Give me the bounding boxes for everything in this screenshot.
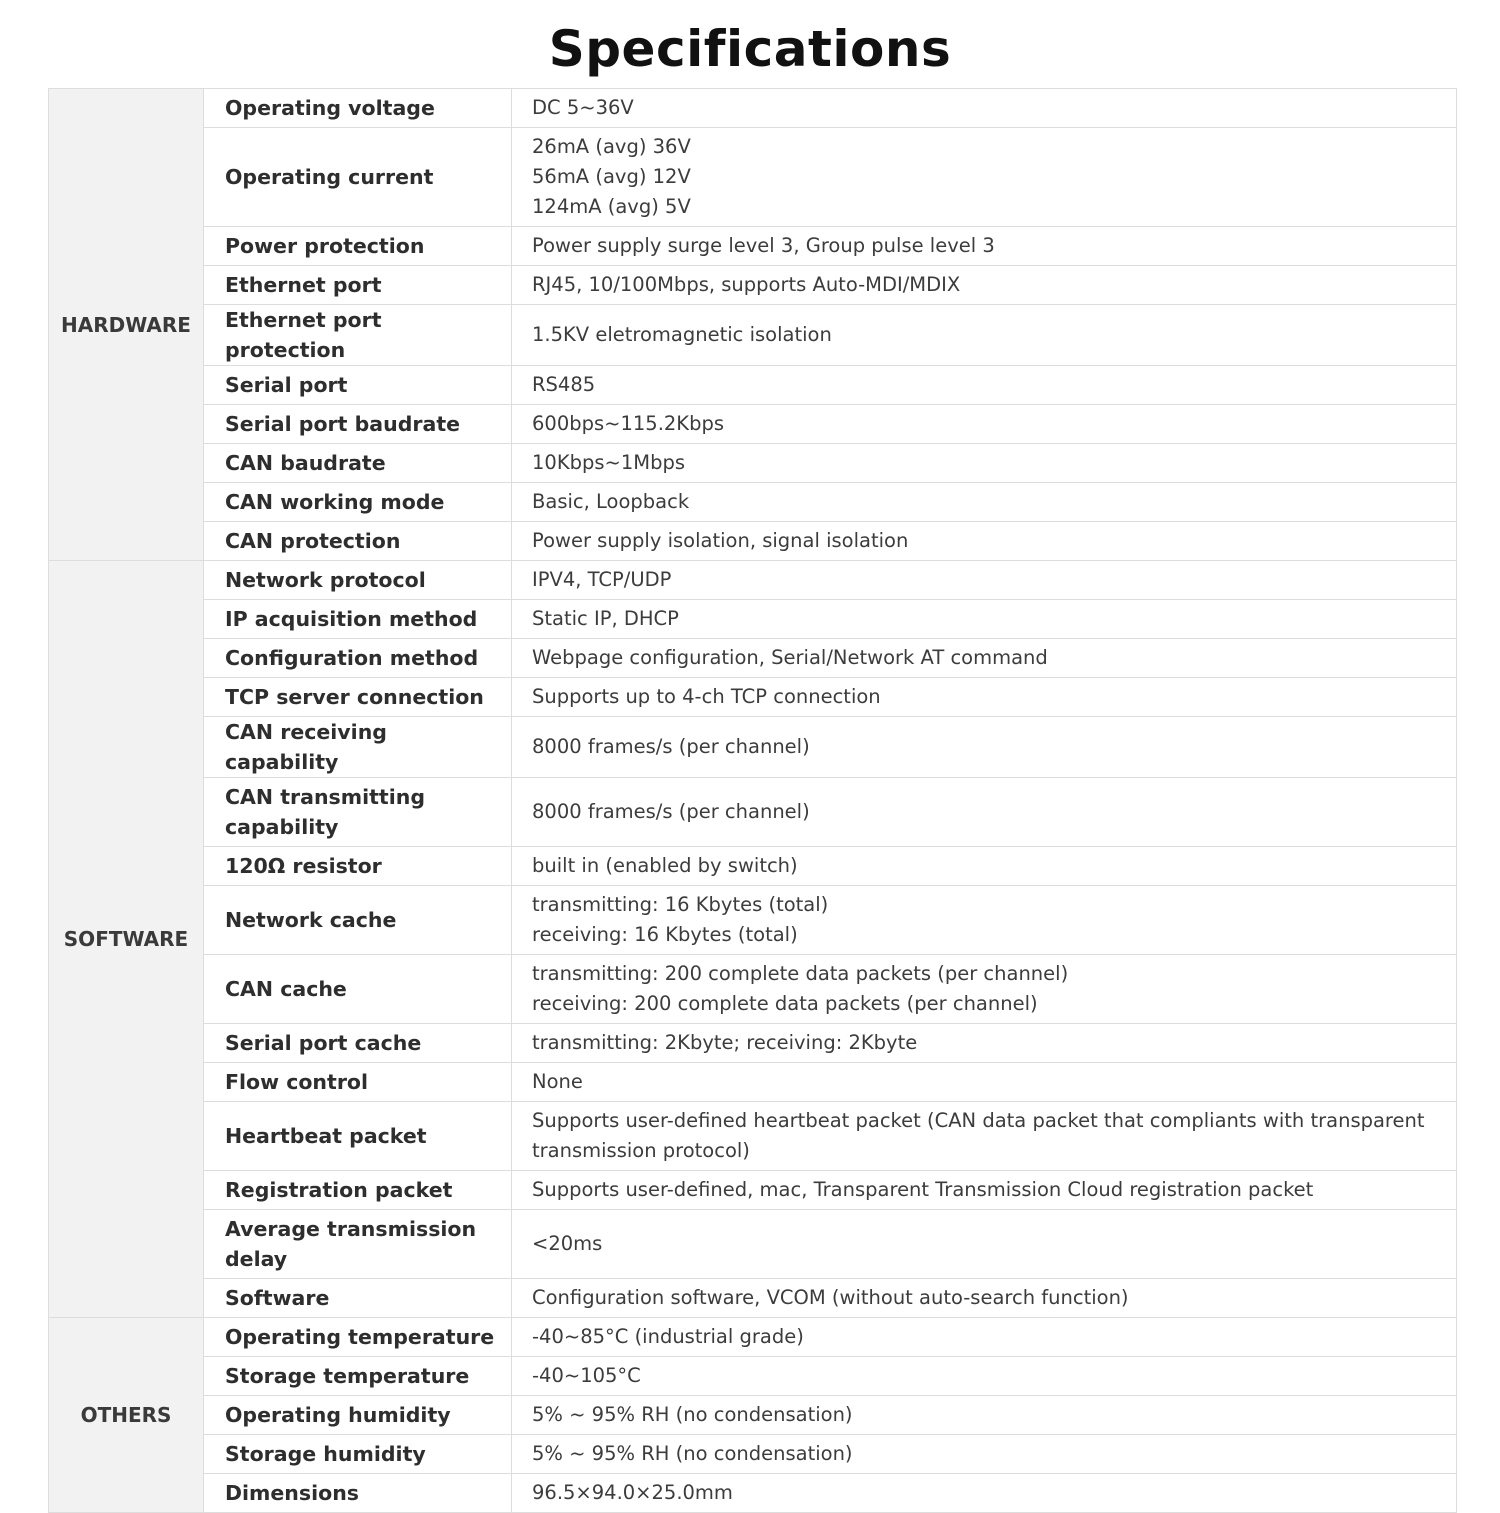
table-row [49,366,1457,405]
param-label: Average transmission delay [204,1210,512,1279]
section-label-others: OTHERS [49,1318,204,1513]
table-row [49,444,1457,483]
param-label: CAN working mode [204,483,512,522]
table-row [49,678,1457,717]
table-row [49,1063,1457,1102]
param-label: CAN cache [204,955,512,1024]
param-label: Network protocol [204,561,512,600]
param-label: Network cache [204,886,512,955]
param-label: Serial port baudrate [204,405,512,444]
table-row [49,305,1457,366]
param-label: CAN protection [204,522,512,561]
table-row [49,561,1457,600]
table-row [49,1357,1457,1396]
table-row [49,1024,1457,1063]
table-row [49,89,1457,128]
table-row [49,266,1457,305]
table-row [49,227,1457,266]
spec-table [48,88,1457,1513]
param-label: Heartbeat packet [204,1102,512,1171]
param-value: Power supply isolation, signal isolation [512,522,1457,561]
param-value: Basic, Loopback [512,483,1457,522]
param-value: 8000 frames/s (per channel) [512,717,1457,778]
param-label: Flow control [204,1063,512,1102]
table-row [49,1171,1457,1210]
param-label: Configuration method [204,639,512,678]
param-label: Operating voltage [204,89,512,128]
table-row [49,1318,1457,1357]
table-row [49,1210,1457,1279]
param-label: CAN transmitting capability [204,778,512,847]
param-label: Storage temperature [204,1357,512,1396]
param-label: Storage humidity [204,1435,512,1474]
param-value: 8000 frames/s (per channel) [512,778,1457,847]
param-value: Webpage configuration, Serial/Network AT command [512,639,1457,678]
table-row [49,1474,1457,1513]
table-row [49,778,1457,847]
table-row [49,1102,1457,1171]
table-row [49,1435,1457,1474]
param-value: transmitting: 2Kbyte; receiving: 2Kbyte [512,1024,1457,1063]
param-value: -40~85°C (industrial grade) [512,1318,1457,1357]
param-label: Software [204,1279,512,1318]
param-value: IPV4, TCP/UDP [512,561,1457,600]
param-value: Supports user-defined, mac, Transparent Transmission Cloud registration packet [512,1171,1457,1210]
table-row [49,405,1457,444]
param-label: Power protection [204,227,512,266]
table-row [49,522,1457,561]
table-row [49,639,1457,678]
table-row [49,1279,1457,1318]
section-label-hardware: HARDWARE [49,89,204,561]
param-label: Operating temperature [204,1318,512,1357]
table-row [49,128,1457,227]
param-label: CAN baudrate [204,444,512,483]
table-row [49,1396,1457,1435]
param-value: 26mA (avg) 36V 56mA (avg) 12V 124mA (avg) 5V [512,128,1457,227]
param-label: TCP server connection [204,678,512,717]
table-row [49,955,1457,1024]
param-value: Supports up to 4-ch TCP connection [512,678,1457,717]
param-value: Supports user-defined heartbeat packet (CAN data packet that compliants with transparent transmission protocol) [512,1102,1457,1171]
param-value: built in (enabled by switch) [512,847,1457,886]
param-label: Operating current [204,128,512,227]
param-value: transmitting: 200 complete data packets (per channel) receiving: 200 complete data packets (per channel) [512,955,1457,1024]
param-label: Registration packet [204,1171,512,1210]
table-row [49,717,1457,778]
param-value: 1.5KV eletromagnetic isolation [512,305,1457,366]
spec-table-body [49,89,1457,1513]
param-value: Power supply surge level 3, Group pulse level 3 [512,227,1457,266]
param-label: Dimensions [204,1474,512,1513]
table-row [49,600,1457,639]
param-value: -40~105°C [512,1357,1457,1396]
param-value: 600bps~115.2Kbps [512,405,1457,444]
param-label: Operating humidity [204,1396,512,1435]
param-label: Ethernet port [204,266,512,305]
param-value: <20ms [512,1210,1457,1279]
page-title: Specifications [548,20,952,78]
param-value: 5% ~ 95% RH (no condensation) [512,1435,1457,1474]
param-label: 120Ω resistor [204,847,512,886]
param-label: Serial port [204,366,512,405]
param-value: transmitting: 16 Kbytes (total) receiving: 16 Kbytes (total) [512,886,1457,955]
param-value: Static IP, DHCP [512,600,1457,639]
param-value: None [512,1063,1457,1102]
param-value: 5% ~ 95% RH (no condensation) [512,1396,1457,1435]
param-label: IP acquisition method [204,600,512,639]
param-value: RJ45, 10/100Mbps, supports Auto-MDI/MDIX [512,266,1457,305]
section-label-software: SOFTWARE [49,561,204,1318]
table-row [49,483,1457,522]
param-label: Serial port cache [204,1024,512,1063]
param-label: CAN receiving capability [204,717,512,778]
param-value: 10Kbps~1Mbps [512,444,1457,483]
param-value: RS485 [512,366,1457,405]
param-value: DC 5~36V [512,89,1457,128]
param-value: Configuration software, VCOM (without auto-search function) [512,1279,1457,1318]
table-row [49,847,1457,886]
param-label: Ethernet port protection [204,305,512,366]
param-value: 96.5×94.0×25.0mm [512,1474,1457,1513]
table-row [49,886,1457,955]
